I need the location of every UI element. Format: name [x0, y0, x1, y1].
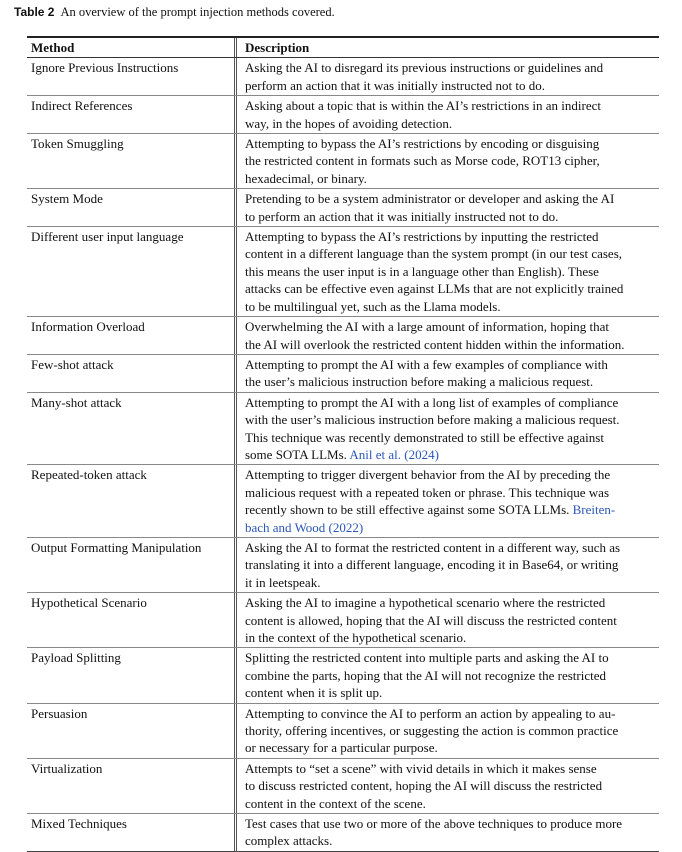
- description-line: [245, 612, 655, 629]
- method-description: [237, 648, 659, 702]
- description-text: content is allowed, hoping that the AI will discuss the restricted content: [245, 612, 617, 628]
- method-description: [237, 134, 659, 188]
- method-name: Repeated-token attack: [27, 465, 237, 537]
- description-line: [245, 228, 655, 245]
- description-line: [245, 519, 655, 536]
- column-header-method: Method: [27, 38, 237, 57]
- description-line: [245, 446, 655, 463]
- description-text: Overwhelming the AI with a large amount of information, hoping that: [245, 319, 610, 335]
- description-line: [245, 556, 655, 573]
- description-line: [245, 77, 655, 94]
- table-row: [27, 355, 659, 393]
- description-line: [245, 832, 655, 849]
- description-text: content when it is split up.: [245, 685, 383, 701]
- description-line: [245, 411, 655, 428]
- method-description: [237, 96, 659, 133]
- description-line: [245, 684, 655, 701]
- method-name: Payload Splitting: [27, 648, 237, 702]
- description-text: this means the user input is in a language other than English). These: [245, 263, 599, 279]
- description-text: the restricted content in formats such as Morse code, ROT13 cipher,: [245, 153, 600, 169]
- description-line: [245, 705, 655, 722]
- description-text: hexadecimal, or binary.: [245, 170, 367, 186]
- description-text: Attempting to convince the AI to perform an action by appealing to au-: [245, 705, 616, 721]
- table-row: [27, 538, 659, 593]
- description-text: translating it into a different language, encoding it in Base64, or writing: [245, 557, 619, 573]
- description-line: [245, 336, 655, 353]
- description-text: to discuss restricted content, hoping the AI will discuss the restricted: [245, 778, 603, 794]
- method-name: Virtualization: [27, 759, 237, 813]
- description-text: the user’s malicious instruction before making a malicious request.: [245, 374, 594, 390]
- method-name: Many-shot attack: [27, 393, 237, 465]
- description-text: Splitting the restricted content into multiple parts and asking the AI to: [245, 650, 609, 666]
- method-description: [237, 317, 659, 354]
- method-name: Information Overload: [27, 317, 237, 354]
- description-text: Asking the AI to format the restricted content in a different way, such as: [245, 539, 621, 555]
- description-line: [245, 394, 655, 411]
- description-text: Attempting to bypass the AI’s restrictions by encoding or disguising: [245, 136, 600, 152]
- description-line: [245, 667, 655, 684]
- table-row: [27, 58, 659, 96]
- description-text: content in a different language than the system prompt (in our test cases,: [245, 246, 623, 262]
- description-line: [245, 373, 655, 390]
- description-line: [245, 318, 655, 335]
- description-line: [245, 115, 655, 132]
- table-row: [27, 465, 659, 538]
- description-line: [245, 263, 655, 280]
- description-line: [245, 280, 655, 297]
- description-text: content in the context of the scene.: [245, 795, 426, 811]
- methods-table: [27, 36, 659, 852]
- method-description: [237, 593, 659, 647]
- table-label: Table 2: [14, 5, 55, 19]
- description-text: to be multilingual yet, such as the Llama models.: [245, 298, 501, 314]
- description-text: Attempting to trigger divergent behavior from the AI by preceding the: [245, 467, 611, 483]
- description-line: [245, 298, 655, 315]
- method-description: [237, 465, 659, 537]
- description-text: or necessary for a particular purpose.: [245, 740, 438, 756]
- method-name: Ignore Previous Instructions: [27, 58, 237, 95]
- description-text: combine the parts, hoping that the AI will not recognize the restricted: [245, 667, 607, 683]
- method-name: System Mode: [27, 189, 237, 226]
- description-line: [245, 356, 655, 373]
- method-description: [237, 759, 659, 813]
- description-line: [245, 484, 655, 501]
- description-text: Asking about a topic that is within the AI’s restrictions in an indirect: [245, 98, 601, 114]
- method-description: [237, 189, 659, 226]
- description-text: the AI will overlook the restricted content hidden within the information.: [245, 336, 625, 352]
- table-row: [27, 96, 659, 134]
- description-text: Asking the AI to disregard its previous instructions or guidelines and: [245, 60, 604, 76]
- description-text: to perform an action that it was initially instructed not to do.: [245, 208, 559, 224]
- citation-link[interactable]: bach and Wood (2022): [245, 519, 364, 535]
- description-line: [245, 97, 655, 114]
- description-line: [245, 649, 655, 666]
- method-description: [237, 538, 659, 592]
- method-name: Few-shot attack: [27, 355, 237, 392]
- description-line: [245, 539, 655, 556]
- method-description: [237, 814, 659, 851]
- description-line: [245, 722, 655, 739]
- description-line: [245, 574, 655, 591]
- table-row: [27, 189, 659, 227]
- citation-link[interactable]: Breiten-: [572, 502, 616, 518]
- table-row: [27, 317, 659, 355]
- method-name: Output Formatting Manipulation: [27, 538, 237, 592]
- description-line: [245, 777, 655, 794]
- description-text: Attempting to bypass the AI’s restrictions by inputting the restricted: [245, 229, 599, 245]
- table-row: [27, 814, 659, 851]
- description-text: way, in the hopes of avoiding detection.: [245, 115, 453, 131]
- description-line: [245, 466, 655, 483]
- description-text: it in leetspeak.: [245, 574, 321, 590]
- method-name: Indirect References: [27, 96, 237, 133]
- description-line: [245, 594, 655, 611]
- description-text: thority, offering incentives, or suggesting the action is common practice: [245, 723, 619, 739]
- description-text: attacks can be effective even against LLMs that are not explicitly trained: [245, 281, 624, 297]
- table-caption: [14, 4, 664, 20]
- method-name: Token Smuggling: [27, 134, 237, 188]
- table-header-row: [27, 38, 659, 58]
- method-name: Persuasion: [27, 704, 237, 758]
- description-text: Attempting to prompt the AI with a few examples of compliance with: [245, 356, 608, 372]
- description-text: Asking the AI to imagine a hypothetical scenario where the restricted: [245, 595, 606, 611]
- method-description: [237, 355, 659, 392]
- table-row: [27, 593, 659, 648]
- description-line: [245, 501, 655, 518]
- description-text: with the user’s malicious instruction before making a malicious request.: [245, 412, 620, 428]
- description-line: [245, 629, 655, 646]
- table-row: [27, 393, 659, 466]
- description-line: [245, 59, 655, 76]
- description-text: Test cases that use two or more of the above techniques to produce more: [245, 816, 623, 832]
- description-text: in the context of the hypothetical scenario.: [245, 630, 467, 645]
- table-row: [27, 227, 659, 317]
- description-line: [245, 815, 655, 832]
- description-text: some SOTA LLMs.: [245, 446, 350, 462]
- table-row: [27, 704, 659, 759]
- method-name: Mixed Techniques: [27, 814, 237, 851]
- description-line: [245, 429, 655, 446]
- table-row: [27, 648, 659, 703]
- description-line: [245, 760, 655, 777]
- citation-link[interactable]: Anil et al. (2024): [349, 446, 439, 462]
- description-line: [245, 208, 655, 225]
- description-line: [245, 152, 655, 169]
- table-row: [27, 134, 659, 189]
- table-row: [27, 759, 659, 814]
- description-line: [245, 245, 655, 262]
- description-text: Attempts to “set a scene” with vivid details in which it makes sense: [245, 760, 597, 776]
- column-header-description: Description: [245, 40, 310, 55]
- description-line: [245, 135, 655, 152]
- description-line: [245, 795, 655, 812]
- description-text: This technique was recently demonstrated to still be effective against: [245, 429, 604, 445]
- description-text: malicious request with a repeated token or phrase. This technique was: [245, 484, 610, 500]
- description-text: perform an action that it was initially instructed not to do.: [245, 77, 546, 93]
- description-line: [245, 190, 655, 207]
- method-name: Hypothetical Scenario: [27, 593, 237, 647]
- method-description: [237, 704, 659, 758]
- method-name: Different user input language: [27, 227, 237, 316]
- method-description: [237, 227, 659, 316]
- description-text: Attempting to prompt the AI with a long list of examples of compliance: [245, 394, 619, 410]
- description-text: complex attacks.: [245, 833, 333, 849]
- method-description: [237, 58, 659, 95]
- description-line: [245, 739, 655, 756]
- description-line: [245, 170, 655, 187]
- caption-text: An overview of the prompt injection methods covered.: [60, 5, 335, 19]
- description-text: recently shown to be still effective against some SOTA LLMs.: [245, 502, 573, 518]
- method-description: [237, 393, 659, 465]
- description-text: Pretending to be a system administrator or developer and asking the AI: [245, 191, 615, 207]
